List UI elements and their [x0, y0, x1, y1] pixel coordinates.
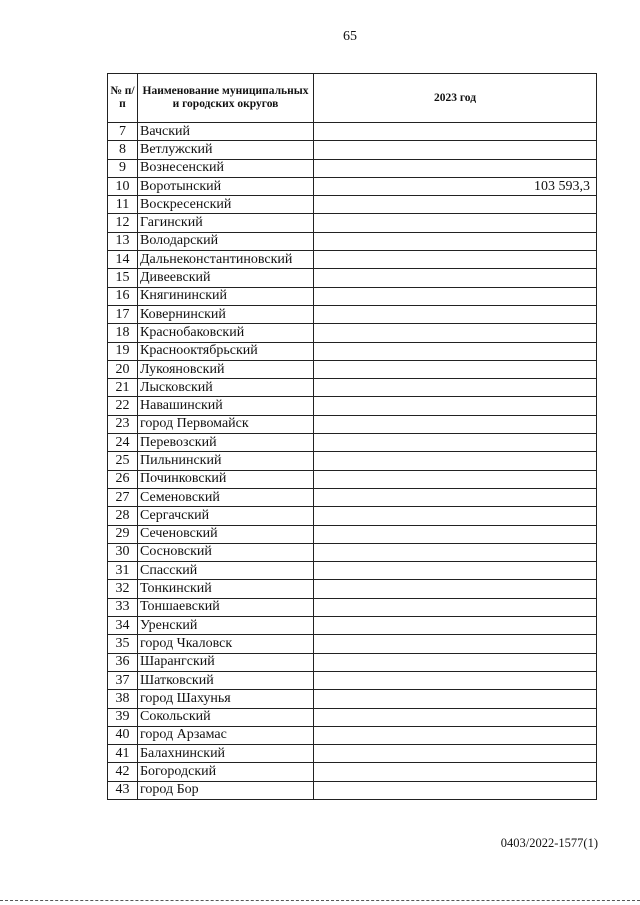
row-value	[314, 690, 597, 708]
row-value	[314, 269, 597, 287]
header-num: № п/п	[108, 74, 138, 123]
row-number: 23	[108, 415, 138, 433]
row-name: Шарангский	[138, 653, 314, 671]
table-header-row	[108, 74, 597, 123]
table-row	[108, 342, 597, 360]
table-row	[108, 214, 597, 232]
row-number: 33	[108, 598, 138, 616]
row-number: 27	[108, 488, 138, 506]
row-value	[314, 562, 597, 580]
bottom-divider	[0, 900, 640, 901]
row-name: Балахнинский	[138, 745, 314, 763]
row-name: Воротынский	[138, 177, 314, 195]
row-number: 13	[108, 232, 138, 250]
row-name: Семеновский	[138, 488, 314, 506]
table-row	[108, 580, 597, 598]
row-value	[314, 305, 597, 323]
table-row	[108, 434, 597, 452]
row-name: Шатковский	[138, 671, 314, 689]
row-number: 16	[108, 287, 138, 305]
row-value	[314, 525, 597, 543]
row-number: 41	[108, 745, 138, 763]
table-row	[108, 598, 597, 616]
row-number: 25	[108, 452, 138, 470]
row-name: Вознесенский	[138, 159, 314, 177]
row-value	[314, 324, 597, 342]
row-name: Лысковский	[138, 379, 314, 397]
row-number: 30	[108, 543, 138, 561]
row-number: 42	[108, 763, 138, 781]
row-number: 22	[108, 397, 138, 415]
row-value	[314, 543, 597, 561]
row-number: 38	[108, 690, 138, 708]
row-name: Пильнинский	[138, 452, 314, 470]
row-value	[314, 287, 597, 305]
table-row	[108, 397, 597, 415]
row-value	[314, 671, 597, 689]
municipal-table	[107, 73, 597, 800]
row-number: 20	[108, 360, 138, 378]
table-row	[108, 305, 597, 323]
row-number: 15	[108, 269, 138, 287]
row-number: 26	[108, 470, 138, 488]
row-value	[314, 196, 597, 214]
table-row	[108, 543, 597, 561]
row-value	[314, 708, 597, 726]
row-value	[314, 159, 597, 177]
row-value	[314, 123, 597, 141]
table-row	[108, 452, 597, 470]
row-number: 32	[108, 580, 138, 598]
row-number: 36	[108, 653, 138, 671]
row-name: город Бор	[138, 781, 314, 799]
row-value	[314, 251, 597, 269]
row-number: 35	[108, 635, 138, 653]
row-number: 39	[108, 708, 138, 726]
row-value	[314, 434, 597, 452]
row-value	[314, 635, 597, 653]
row-number: 8	[108, 141, 138, 159]
row-value: 103 593,3	[314, 177, 597, 195]
row-value	[314, 726, 597, 744]
table-row	[108, 379, 597, 397]
row-value	[314, 580, 597, 598]
row-name: Краснобаковский	[138, 324, 314, 342]
header-name: Наименование муниципальных и городских округов	[138, 74, 314, 123]
row-number: 29	[108, 525, 138, 543]
row-name: Починковский	[138, 470, 314, 488]
row-number: 18	[108, 324, 138, 342]
row-value	[314, 507, 597, 525]
row-number: 11	[108, 196, 138, 214]
row-name: Вачский	[138, 123, 314, 141]
row-number: 12	[108, 214, 138, 232]
table-row	[108, 232, 597, 250]
row-name: Сеченовский	[138, 525, 314, 543]
row-value	[314, 781, 597, 799]
row-name: Перевозский	[138, 434, 314, 452]
row-name: Сокольский	[138, 708, 314, 726]
row-number: 19	[108, 342, 138, 360]
row-name: Навашинский	[138, 397, 314, 415]
table-row	[108, 177, 597, 195]
row-value	[314, 452, 597, 470]
table-row	[108, 525, 597, 543]
table-row	[108, 671, 597, 689]
row-value	[314, 745, 597, 763]
row-number: 37	[108, 671, 138, 689]
row-value	[314, 617, 597, 635]
row-name: Богородский	[138, 763, 314, 781]
row-value	[314, 470, 597, 488]
table-row	[108, 196, 597, 214]
row-name: Дивеевский	[138, 269, 314, 287]
row-number: 9	[108, 159, 138, 177]
row-value	[314, 653, 597, 671]
table-row	[108, 726, 597, 744]
row-number: 24	[108, 434, 138, 452]
table-row	[108, 360, 597, 378]
row-number: 43	[108, 781, 138, 799]
table-row	[108, 562, 597, 580]
row-name: Тоншаевский	[138, 598, 314, 616]
row-number: 14	[108, 251, 138, 269]
row-value	[314, 415, 597, 433]
row-number: 21	[108, 379, 138, 397]
row-name: Гагинский	[138, 214, 314, 232]
table-row	[108, 287, 597, 305]
row-number: 17	[108, 305, 138, 323]
table-row	[108, 251, 597, 269]
table-row	[108, 488, 597, 506]
row-name: Тонкинский	[138, 580, 314, 598]
row-value	[314, 360, 597, 378]
table-row	[108, 324, 597, 342]
table-row	[108, 415, 597, 433]
row-value	[314, 141, 597, 159]
table-row	[108, 141, 597, 159]
table-row	[108, 708, 597, 726]
row-number: 10	[108, 177, 138, 195]
row-value	[314, 488, 597, 506]
row-name: Лукояновский	[138, 360, 314, 378]
row-value	[314, 214, 597, 232]
row-name: город Шахунья	[138, 690, 314, 708]
row-name: Сергачский	[138, 507, 314, 525]
row-name: Дальнеконстантиновский	[138, 251, 314, 269]
document-code: 0403/2022-1577(1)	[500, 836, 598, 850]
row-name: Княгининский	[138, 287, 314, 305]
table-row	[108, 507, 597, 525]
table-row	[108, 159, 597, 177]
row-value	[314, 379, 597, 397]
table-row	[108, 617, 597, 635]
row-value	[314, 342, 597, 360]
row-number: 28	[108, 507, 138, 525]
table-row	[108, 269, 597, 287]
table-row	[108, 763, 597, 781]
page-number: 65	[343, 29, 357, 44]
row-value	[314, 598, 597, 616]
row-name: Уренский	[138, 617, 314, 635]
row-number: 7	[108, 123, 138, 141]
table-row	[108, 690, 597, 708]
row-name: Сосновский	[138, 543, 314, 561]
table-row	[108, 653, 597, 671]
table-row	[108, 635, 597, 653]
row-name: Краснооктябрьский	[138, 342, 314, 360]
table-row	[108, 470, 597, 488]
row-value	[314, 763, 597, 781]
row-value	[314, 397, 597, 415]
row-name: Воскресенский	[138, 196, 314, 214]
header-value: 2023 год	[314, 74, 597, 123]
row-name: город Первомайск	[138, 415, 314, 433]
table-row	[108, 781, 597, 799]
row-number: 34	[108, 617, 138, 635]
row-name: Спасский	[138, 562, 314, 580]
row-name: город Чкаловск	[138, 635, 314, 653]
row-name: Ветлужский	[138, 141, 314, 159]
row-number: 31	[108, 562, 138, 580]
row-number: 40	[108, 726, 138, 744]
table-row	[108, 745, 597, 763]
table-row	[108, 123, 597, 141]
row-name: Ковернинский	[138, 305, 314, 323]
table-body	[108, 123, 597, 800]
row-name: Володарский	[138, 232, 314, 250]
row-name: город Арзамас	[138, 726, 314, 744]
row-value	[314, 232, 597, 250]
